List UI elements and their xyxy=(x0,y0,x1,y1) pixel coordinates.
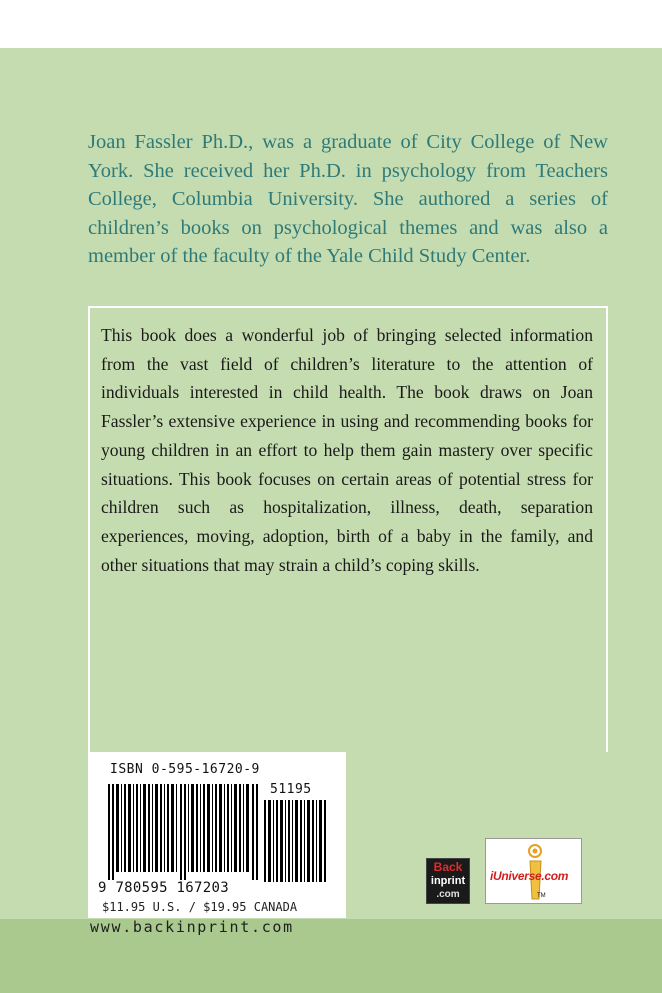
ean-number: 9 780595 167203 xyxy=(98,880,229,896)
iuniverse-logo xyxy=(485,838,582,904)
frame-right-rule xyxy=(606,306,608,752)
divider xyxy=(88,306,608,308)
author-bio: Joan Fassler Ph.D., was a graduate of City College of New York. She received her Ph.D. in psychology from Teachers College, Columbia University. She authored a series of children’s books on psychological themes and was also a member of the faculty of the Yale Child Study Center. xyxy=(88,131,608,267)
price-label: $11.95 U.S. / $19.95 CANADA xyxy=(102,900,298,914)
iuniverse-logo-text: iUniverse.com xyxy=(490,869,569,883)
book-description: This book does a wonderful job of bringing selected information from the vast field of children’s literature to the attention of individuals interested in child health. The book draws on Joan Fassler’s extensive experience in using and recommending books for young children in an effort to help them gain mastery over specific situations. This book focuses on certain areas of potential stress for children such as hospitalization, illness, death, separation experiences, moving, adoption, birth of a baby in the family, and other situations that may strain a child’s coping skills. xyxy=(101,325,593,575)
backinprint-logo-line2: inprint xyxy=(430,875,466,887)
backinprint-logo xyxy=(426,858,470,904)
barcode-main-icon xyxy=(108,784,260,880)
price-code-label: 51195 xyxy=(270,782,312,797)
frame-left-rule xyxy=(88,306,90,752)
barcode-box xyxy=(88,752,346,918)
isbn-label: ISBN 0-595-16720-9 xyxy=(110,762,260,777)
iuniverse-tm: TM xyxy=(537,893,546,899)
backinprint-logo-line1: Back xyxy=(433,860,463,874)
website-url: www.backinprint.com xyxy=(90,918,294,936)
backinprint-logo-line3: .com xyxy=(436,889,460,900)
barcode-addon-icon xyxy=(264,800,328,882)
